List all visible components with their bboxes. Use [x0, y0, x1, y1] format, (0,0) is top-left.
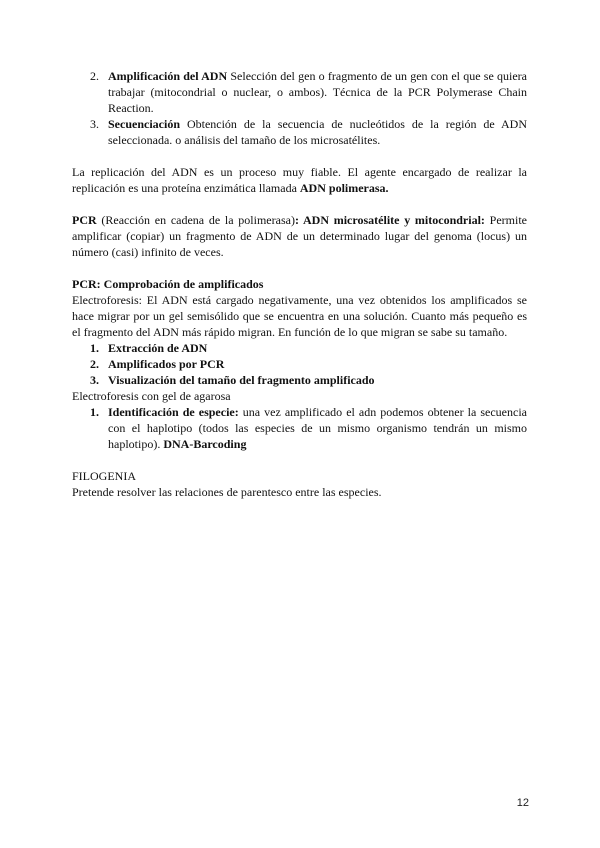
- list-item: [72, 404, 527, 452]
- page-number: 12: [516, 797, 529, 809]
- numbered-list-steps: [72, 340, 527, 388]
- heading-text: PCR: Comprobación de amplificados: [72, 277, 264, 291]
- list-number: 3.: [90, 373, 99, 387]
- list-item-term: Secuenciación: [108, 117, 180, 131]
- list-item-term: Identificación de especie:: [108, 405, 239, 419]
- pcr-bold: ADN microsatélite y mitocondrial:: [303, 213, 485, 227]
- pcr-paren: (Reacción en cadena de la polimerasa): [96, 213, 295, 227]
- list-number: 3.: [90, 117, 99, 131]
- numbered-list-methods: [72, 68, 527, 148]
- paragraph-agarosa: Electroforesis con gel de agarosa: [72, 389, 231, 403]
- list-number: 2.: [90, 357, 99, 371]
- list-item-text: Extracción de ADN: [108, 341, 208, 355]
- pcr-colon: :: [294, 213, 303, 227]
- paragraph-pcr: [72, 212, 527, 260]
- list-item-text: Obtención de la secuencia de nucleótidos de la región de ADN seleccionada. o análisis del tamaño de los microsatélites.: [108, 117, 527, 147]
- heading-filogenia: FILOGENIA: [72, 469, 136, 483]
- paragraph-bold: ADN polimerasa.: [299, 181, 389, 195]
- list-item: [72, 116, 527, 148]
- list-item: [72, 68, 527, 116]
- paragraph-replicacion: [72, 164, 527, 196]
- list-item: [72, 340, 527, 356]
- list-number: 1.: [90, 405, 99, 419]
- spacer: [72, 196, 527, 212]
- pcr-label: PCR: [72, 213, 97, 227]
- list-item: [72, 356, 527, 372]
- pcr-text: Permite amplificar (copiar) un fragmento de ADN de un determinado lugar del genoma (locus) un número (casi) infinito de veces.: [72, 213, 527, 259]
- list-number: 1.: [90, 341, 99, 355]
- list-item-term: Amplificación del ADN: [108, 69, 228, 83]
- paragraph-electroforesis: Electroforesis: El ADN está cargado negativamente, una vez obtenidos los amplificados se hace migrar por un gel semisólido que se encuentra en una solución. Cuanto más pequeño es el fragmento del ADN más rápido migran. En función de lo que migran se sabe su tamaño.: [72, 293, 527, 339]
- heading-comprobacion: [72, 276, 527, 292]
- list-item-text: una vez amplificado el adn podemos obtener la secuencia con el haplotipo (todos las especies de un mismo organismo tendrán un mismo haplotipo).: [108, 405, 527, 451]
- list-item-text: Amplificados por PCR: [108, 357, 225, 371]
- numbered-list-identificacion: [72, 404, 527, 452]
- paragraph-filogenia: Pretende resolver las relaciones de parentesco entre las especies.: [72, 485, 382, 499]
- list-item-bold-end: DNA-Barcoding: [163, 437, 247, 451]
- list-number: 2.: [90, 69, 99, 83]
- list-item-text: Visualización del tamaño del fragmento amplificado: [108, 373, 375, 387]
- spacer: [72, 148, 527, 164]
- list-item: [72, 372, 527, 388]
- document-page: [72, 68, 527, 500]
- spacer: [72, 260, 527, 276]
- paragraph-text: La replicación del ADN es un proceso muy fiable. El agente encargado de realizar la replicación es una proteína enzimática llamada: [72, 165, 527, 195]
- spacer: [72, 452, 527, 468]
- list-item-text: Selección del gen o fragmento de un gen con el que se quiera trabajar (mitocondrial o nuclear, o ambos). Técnica de la PCR Polymerase Chain Reaction.: [108, 69, 527, 115]
